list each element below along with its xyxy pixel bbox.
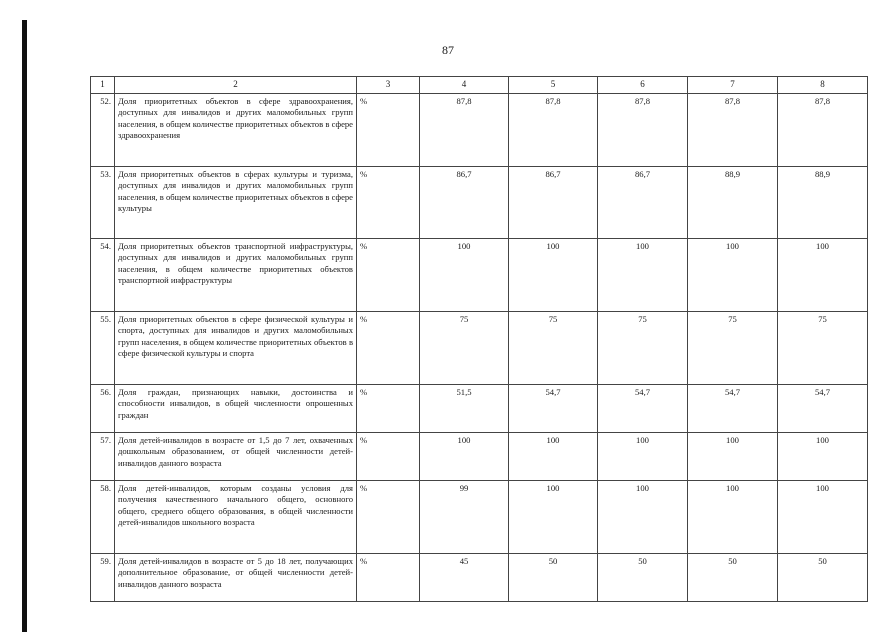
row-number: 53.: [91, 167, 115, 239]
value-cell: 87,8: [778, 94, 868, 167]
header-cell: 3: [357, 77, 420, 94]
row-number: 55.: [91, 312, 115, 385]
value-cell: 54,7: [778, 385, 868, 433]
value-cell: 100: [598, 433, 688, 481]
indicators-table: [90, 76, 868, 602]
indicator-name: Доля граждан, признающих навыки, достоинства и способности инвалидов, в общей численности опрошенных граждан: [115, 385, 357, 433]
value-cell: 87,8: [509, 94, 598, 167]
header-cell: 8: [778, 77, 868, 94]
value-cell: 86,7: [598, 167, 688, 239]
value-cell: 75: [778, 312, 868, 385]
value-cell: 100: [778, 433, 868, 481]
value-cell: 50: [598, 554, 688, 602]
header-cell: 6: [598, 77, 688, 94]
value-cell: 54,7: [509, 385, 598, 433]
indicator-name: Доля детей-инвалидов в возрасте от 5 до 18 лет, получающих дополнительное образование, от общей численности детей-инвалидов данного возраста: [115, 554, 357, 602]
value-cell: 50: [778, 554, 868, 602]
table-header-row: [91, 77, 868, 94]
header-cell: 5: [509, 77, 598, 94]
row-number: 52.: [91, 94, 115, 167]
header-cell: 4: [420, 77, 509, 94]
unit-cell: %: [357, 554, 420, 602]
value-cell: 75: [598, 312, 688, 385]
value-cell: 100: [598, 481, 688, 554]
row-number: 56.: [91, 385, 115, 433]
value-cell: 75: [420, 312, 509, 385]
header-cell: 7: [688, 77, 778, 94]
row-number: 58.: [91, 481, 115, 554]
value-cell: 54,7: [688, 385, 778, 433]
value-cell: 100: [778, 239, 868, 312]
table-row: [91, 554, 868, 602]
table-row: [91, 239, 868, 312]
table-row: [91, 385, 868, 433]
indicator-name: Доля приоритетных объектов в сферах культуры и туризма, доступных для инвалидов и других маломобильных групп населения, в общем количестве приоритетных объектов в сфере культуры: [115, 167, 357, 239]
value-cell: 100: [688, 433, 778, 481]
value-cell: 87,8: [598, 94, 688, 167]
value-cell: 87,8: [420, 94, 509, 167]
value-cell: 100: [509, 239, 598, 312]
unit-cell: %: [357, 385, 420, 433]
indicator-name: Доля детей-инвалидов в возрасте от 1,5 до 7 лет, охваченных дошкольным образованием, от общей численности детей-инвалидов данного возраста: [115, 433, 357, 481]
value-cell: 75: [688, 312, 778, 385]
unit-cell: %: [357, 312, 420, 385]
value-cell: 100: [420, 239, 509, 312]
indicator-name: Доля приоритетных объектов в сфере физической культуры и спорта, доступных для инвалидов и других маломобильных групп населения, в общем количестве приоритетных объектов в сфере физической культуры и спорта: [115, 312, 357, 385]
unit-cell: %: [357, 167, 420, 239]
value-cell: 100: [688, 239, 778, 312]
value-cell: 50: [509, 554, 598, 602]
value-cell: 87,8: [688, 94, 778, 167]
value-cell: 88,9: [778, 167, 868, 239]
value-cell: 75: [509, 312, 598, 385]
unit-cell: %: [357, 239, 420, 312]
value-cell: 99: [420, 481, 509, 554]
unit-cell: %: [357, 481, 420, 554]
table-row: [91, 167, 868, 239]
row-number: 57.: [91, 433, 115, 481]
value-cell: 88,9: [688, 167, 778, 239]
value-cell: 50: [688, 554, 778, 602]
value-cell: 45: [420, 554, 509, 602]
value-cell: 51,5: [420, 385, 509, 433]
table-row: [91, 433, 868, 481]
unit-cell: %: [357, 433, 420, 481]
indicator-name: Доля приоритетных объектов транспортной инфраструктуры, доступных для инвалидов и других маломобильных групп населения, в общем количестве приоритетных объектов транспортной инфраструктуры: [115, 239, 357, 312]
value-cell: 100: [509, 481, 598, 554]
table-row: [91, 94, 868, 167]
table-body: [91, 77, 868, 602]
header-cell: 1: [91, 77, 115, 94]
unit-cell: %: [357, 94, 420, 167]
value-cell: 100: [688, 481, 778, 554]
value-cell: 100: [778, 481, 868, 554]
value-cell: 100: [420, 433, 509, 481]
header-cell: 2: [115, 77, 357, 94]
row-number: 59.: [91, 554, 115, 602]
value-cell: 86,7: [509, 167, 598, 239]
indicator-name: Доля детей-инвалидов, которым созданы условия для получения качественного начального общего, основного общего, среднего общего образования, в общей численности детей-инвалидов школьного возраста: [115, 481, 357, 554]
row-number: 54.: [91, 239, 115, 312]
table-row: [91, 481, 868, 554]
table-row: [91, 312, 868, 385]
value-cell: 54,7: [598, 385, 688, 433]
value-cell: 86,7: [420, 167, 509, 239]
value-cell: 100: [509, 433, 598, 481]
indicator-name: Доля приоритетных объектов в сфере здравоохранения, доступных для инвалидов и других маломобильных групп населения, в общем количестве приоритетных объектов в сфере здравоохранения: [115, 94, 357, 167]
scan-edge-bar: [22, 20, 27, 632]
page-number: 87: [442, 43, 454, 57]
value-cell: 100: [598, 239, 688, 312]
